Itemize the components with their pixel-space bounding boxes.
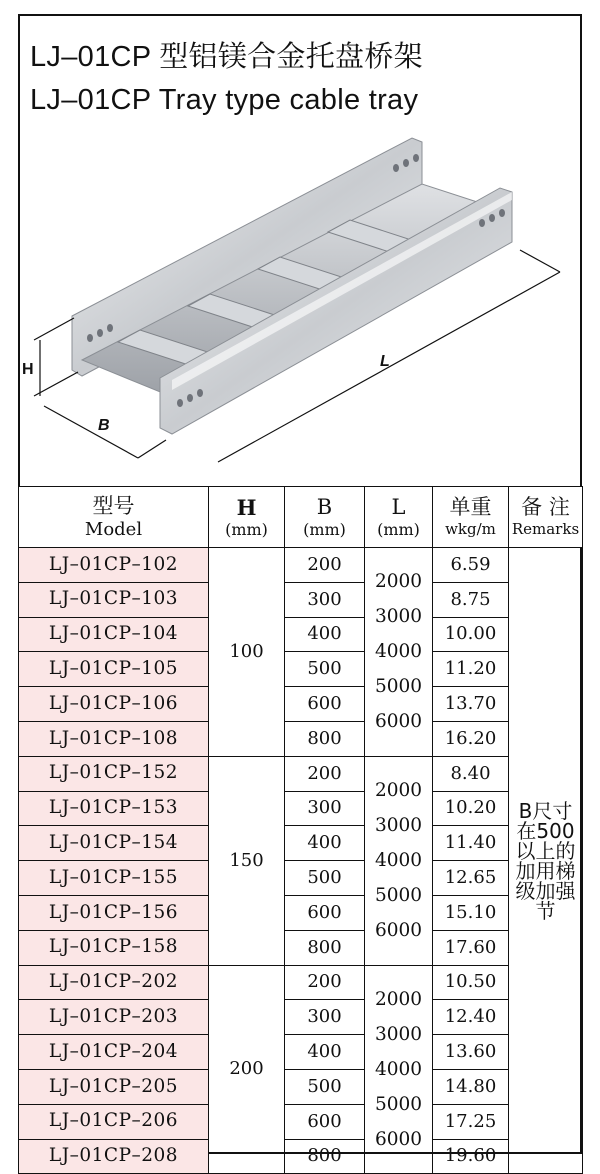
model-cell: LJ–01CP–202 [19, 965, 209, 1000]
l-value: 5000 [374, 676, 423, 698]
b-cell: 600 [285, 895, 365, 930]
b-cell: 200 [285, 965, 365, 1000]
weight-cell: 13.60 [433, 1035, 509, 1070]
l-cell [365, 548, 433, 757]
b-cell: 800 [285, 930, 365, 965]
table-row [19, 930, 583, 965]
l-value: 4000 [374, 1058, 423, 1080]
weight-cell: 16.20 [433, 721, 509, 756]
b-cell: 300 [285, 582, 365, 617]
l-value: 2000 [374, 988, 423, 1010]
model-cell: LJ–01CP–106 [19, 687, 209, 722]
b-cell: 800 [285, 1139, 365, 1174]
b-cell: 400 [285, 617, 365, 652]
b-cell: 300 [285, 1000, 365, 1035]
l-value: 4000 [374, 641, 423, 663]
h-cell: 100 [209, 548, 285, 757]
weight-cell: 8.40 [433, 756, 509, 791]
table-row [19, 791, 583, 826]
l-value: 6000 [374, 1128, 423, 1150]
weight-cell: 6.59 [433, 548, 509, 583]
b-cell: 500 [285, 861, 365, 896]
spec-sheet [18, 14, 582, 1167]
table-row [19, 861, 583, 896]
weight-cell: 11.20 [433, 652, 509, 687]
table-row [19, 617, 583, 652]
b-cell: 500 [285, 652, 365, 687]
weight-cell: 19.60 [433, 1139, 509, 1174]
title-english: LJ–01CP Tray type cable tray [30, 84, 419, 116]
b-cell: 800 [285, 721, 365, 756]
model-cell: LJ–01CP–156 [19, 895, 209, 930]
model-cell: LJ–01CP–105 [19, 652, 209, 687]
table-header-row [19, 487, 583, 548]
weight-cell: 10.00 [433, 617, 509, 652]
header-remarks: 备 注 Remarks [509, 487, 583, 548]
cable-tray-illustration [20, 128, 580, 488]
dim-h-label: H [22, 361, 34, 378]
dimension-h [34, 318, 78, 396]
model-cell: LJ–01CP–208 [19, 1139, 209, 1174]
l-value: 2000 [374, 780, 423, 802]
remarks-cell: B尺寸在500以上的加用梯级加强节 [509, 548, 583, 1174]
model-cell: LJ–01CP–205 [19, 1069, 209, 1104]
model-cell: LJ–01CP–103 [19, 582, 209, 617]
model-cell: LJ–01CP–102 [19, 548, 209, 583]
l-value: 3000 [374, 815, 423, 837]
model-cell: LJ–01CP–206 [19, 1104, 209, 1139]
model-cell: LJ–01CP–203 [19, 1000, 209, 1035]
b-cell: 300 [285, 791, 365, 826]
weight-cell: 10.50 [433, 965, 509, 1000]
weight-cell: 12.65 [433, 861, 509, 896]
header-h: H (mm) [209, 487, 285, 548]
b-cell: 400 [285, 1035, 365, 1070]
b-cell: 500 [285, 1069, 365, 1104]
table-row [19, 687, 583, 722]
header-model: 型号 Model [19, 487, 209, 548]
l-value: 4000 [374, 850, 423, 872]
weight-cell: 14.80 [433, 1069, 509, 1104]
l-cell [365, 756, 433, 965]
table-row [19, 965, 583, 1000]
header-b: B (mm) [285, 487, 365, 548]
header-weight: 单重 wkg/m [433, 487, 509, 548]
l-value: 5000 [374, 885, 423, 907]
table-row [19, 721, 583, 756]
table-row [19, 652, 583, 687]
dim-b-label: B [98, 417, 110, 434]
model-cell: LJ–01CP–108 [19, 721, 209, 756]
dim-l-label: L [380, 353, 390, 370]
table-row [19, 1035, 583, 1070]
l-value: 2000 [374, 571, 423, 593]
spec-table [18, 486, 583, 1174]
table-row [19, 895, 583, 930]
weight-cell: 11.40 [433, 826, 509, 861]
table-row [19, 1069, 583, 1104]
table-row [19, 1104, 583, 1139]
l-value: 3000 [374, 1023, 423, 1045]
h-cell: 150 [209, 756, 285, 965]
weight-cell: 12.40 [433, 1000, 509, 1035]
model-cell: LJ–01CP–104 [19, 617, 209, 652]
b-cell: 600 [285, 687, 365, 722]
table-row [19, 582, 583, 617]
b-cell: 200 [285, 756, 365, 791]
weight-cell: 15.10 [433, 895, 509, 930]
weight-cell: 10.20 [433, 791, 509, 826]
title-chinese: LJ–01CP 型铝镁合金托盘桥架 [30, 41, 423, 73]
weight-cell: 13.70 [433, 687, 509, 722]
b-cell: 600 [285, 1104, 365, 1139]
l-value: 6000 [374, 711, 423, 733]
weight-cell: 17.60 [433, 930, 509, 965]
h-cell: 200 [209, 965, 285, 1174]
b-cell: 200 [285, 548, 365, 583]
weight-cell: 8.75 [433, 582, 509, 617]
b-cell: 400 [285, 826, 365, 861]
table-row [19, 826, 583, 861]
table-row [19, 548, 583, 583]
l-value: 3000 [374, 606, 423, 628]
model-cell: LJ–01CP–158 [19, 930, 209, 965]
l-cell [365, 965, 433, 1174]
model-cell: LJ–01CP–153 [19, 791, 209, 826]
model-cell: LJ–01CP–155 [19, 861, 209, 896]
weight-cell: 17.25 [433, 1104, 509, 1139]
table-row [19, 1000, 583, 1035]
header-l: L (mm) [365, 487, 433, 548]
l-value: 6000 [374, 920, 423, 942]
model-cell: LJ–01CP–204 [19, 1035, 209, 1070]
l-value: 5000 [374, 1093, 423, 1115]
model-cell: LJ–01CP–154 [19, 826, 209, 861]
table-row [19, 756, 583, 791]
model-cell: LJ–01CP–152 [19, 756, 209, 791]
